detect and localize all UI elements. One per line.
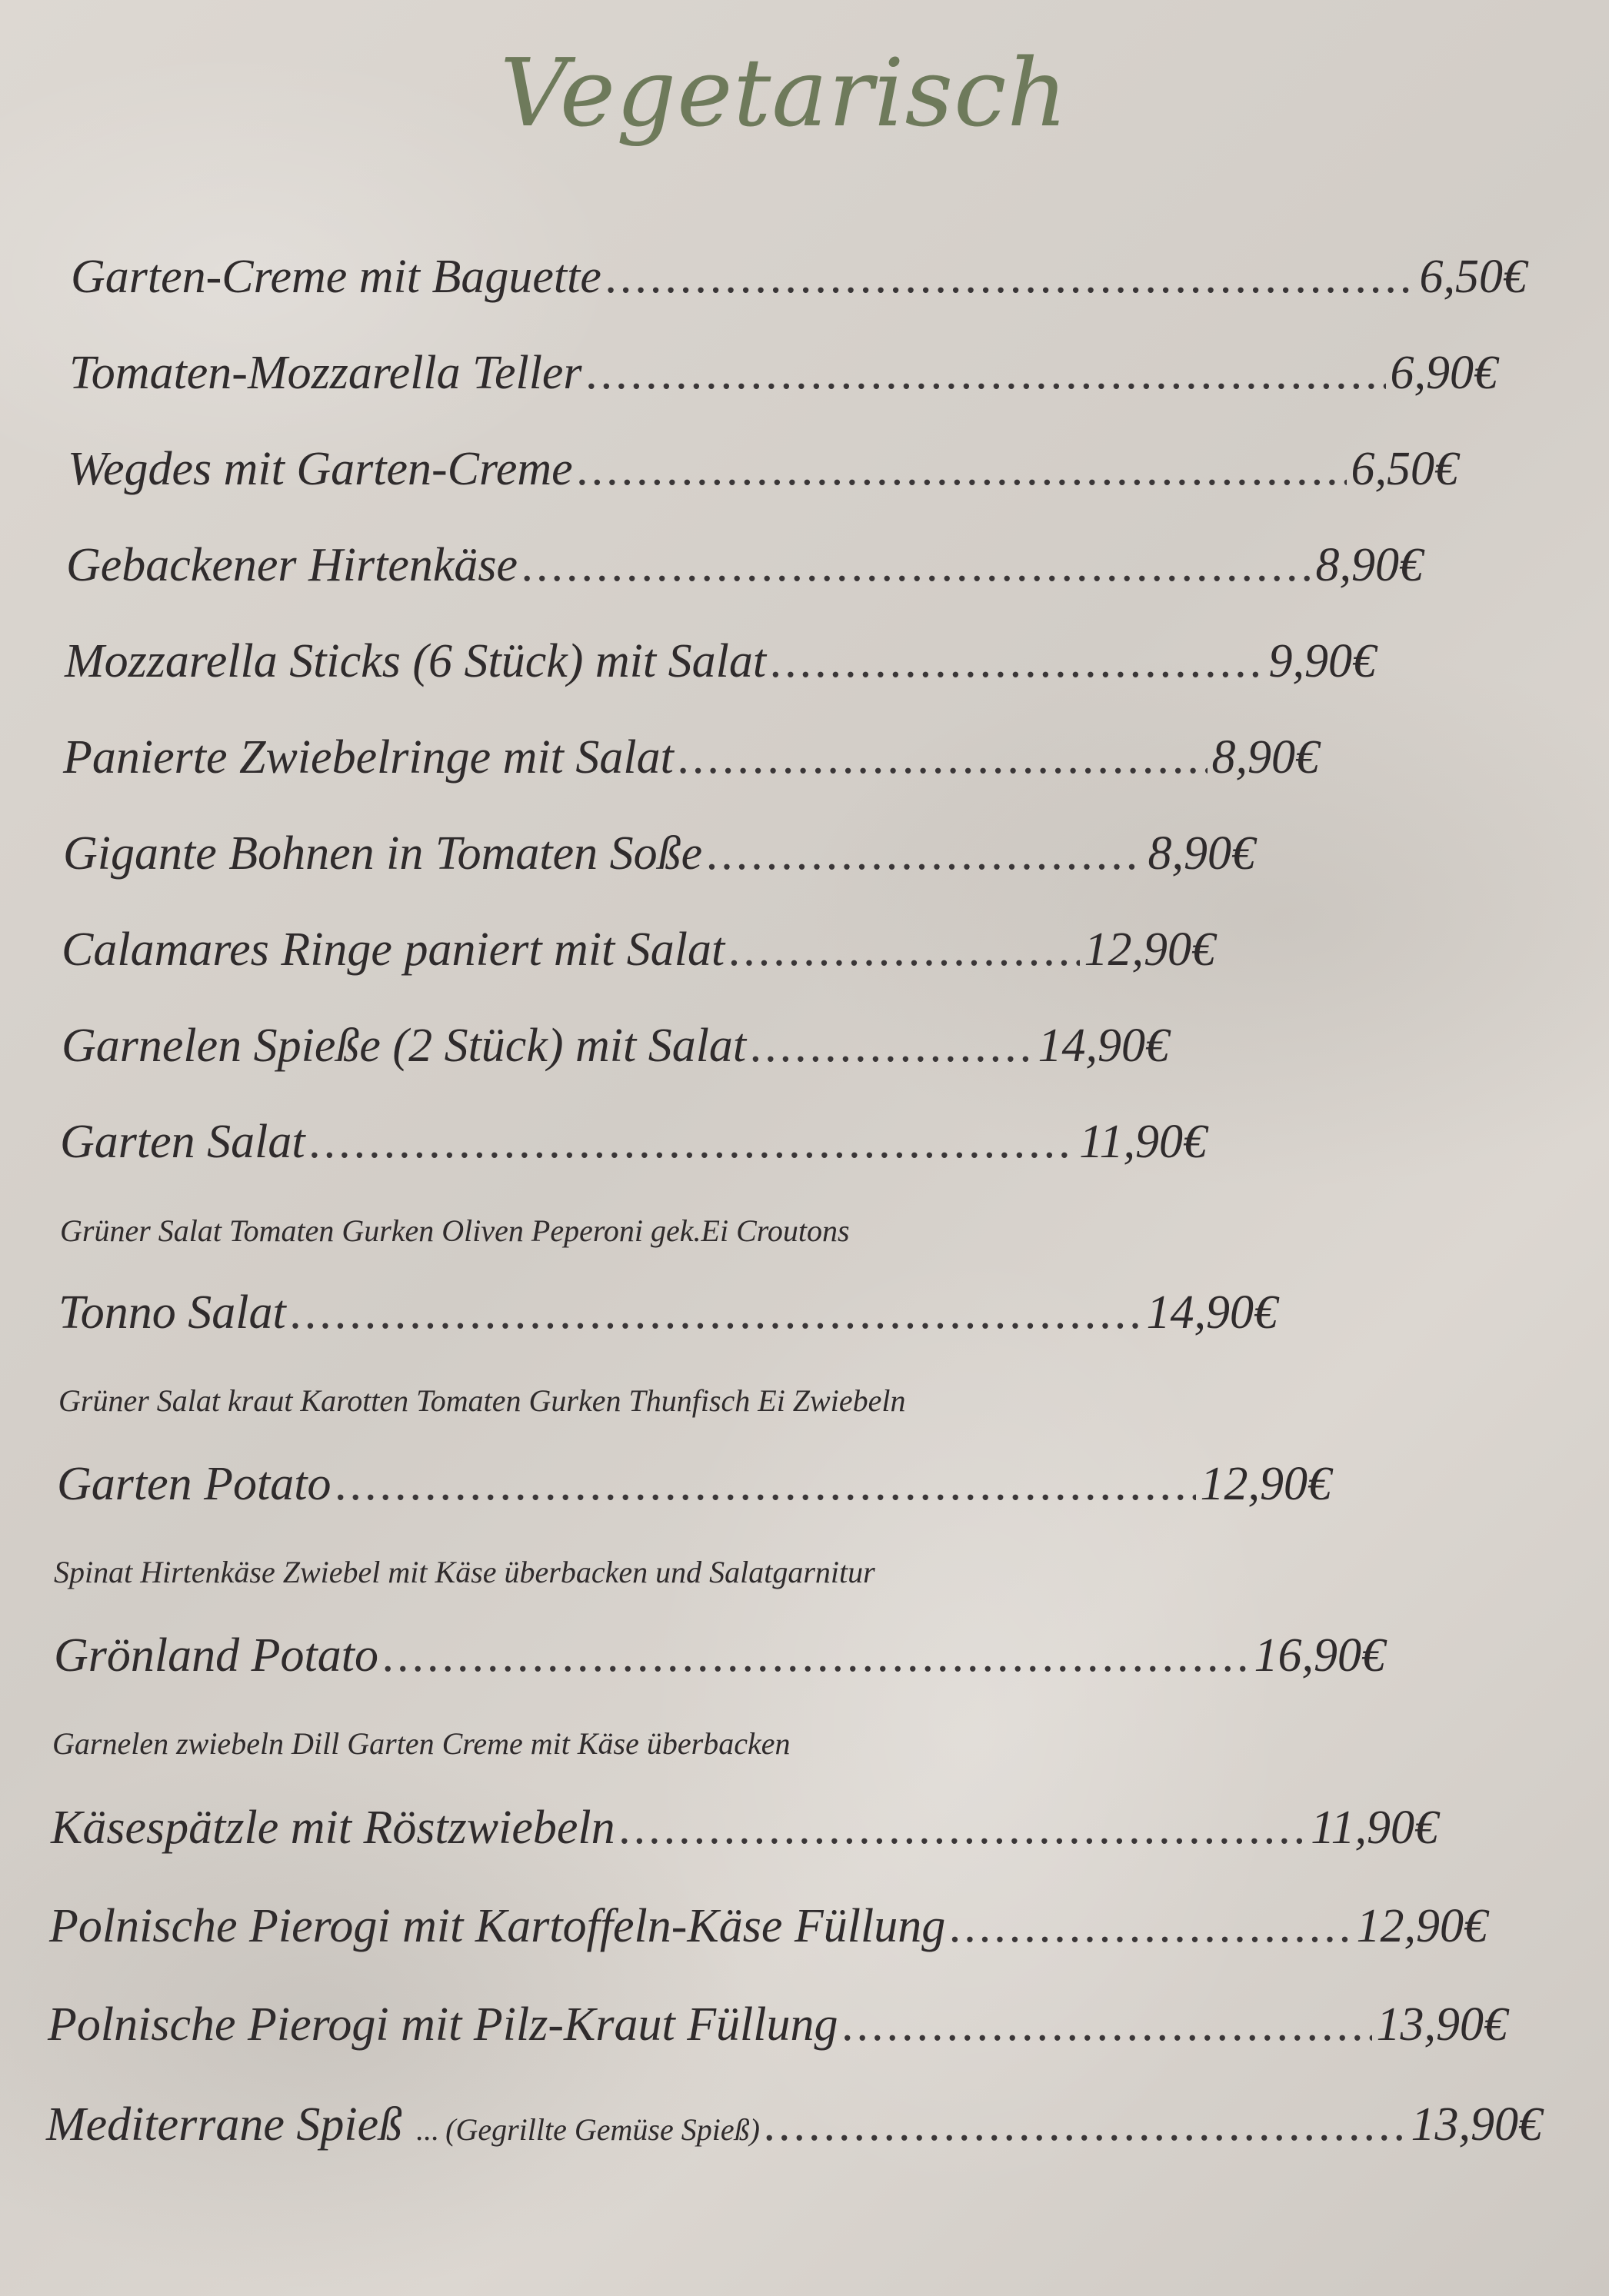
menu-item [66, 538, 1423, 593]
item-name: Gebackener Hirtenkäse [66, 539, 518, 591]
item-name: Tomaten-Mozzarella Teller [69, 347, 582, 399]
item-name: Mozzarella Sticks (6 Stück) mit Salat [65, 635, 767, 687]
item-price: 6,50€ [1351, 443, 1458, 495]
item-note: (Gegrillte Gemüse Spieß) [445, 2112, 760, 2147]
item-name: Polnische Pierogi mit Pilz-Kraut Füllung [48, 1998, 838, 2051]
menu-item [65, 634, 1376, 689]
item-name: Garnelen Spieße (2 Stück) mit Salat [62, 1020, 747, 1072]
menu-item [62, 923, 1215, 977]
menu-item [63, 730, 1319, 785]
dot-leader [771, 634, 1264, 689]
menu-item [46, 2098, 1542, 2152]
dot-leader [310, 1115, 1074, 1170]
item-price: 8,90€ [1148, 827, 1255, 880]
item-price: 14,90€ [1038, 1020, 1169, 1072]
item-name: Calamares Ringe paniert mit Salat [62, 923, 725, 976]
dot-leader [606, 250, 1415, 304]
menu-item [62, 1019, 1169, 1073]
item-name: Gigante Bohnen in Tomaten Soße [63, 827, 703, 880]
item-description: Grüner Salat kraut Karotten Tomaten Gurken Thunfisch Ei Zwiebeln [58, 1383, 906, 1418]
item-price: 8,90€ [1315, 539, 1423, 591]
menu-item [58, 1286, 1278, 1340]
item-name: Polnische Pierogi mit Kartoffeln-Käse Füllung [49, 1900, 946, 1952]
dot-leader [843, 1998, 1372, 2052]
item-price: 16,90€ [1254, 1629, 1385, 1682]
item-name: Tonno Salat [58, 1286, 286, 1339]
menu-item [60, 1115, 1207, 1170]
item-description: Grüner Salat Tomaten Gurken Oliven Peperoni gek.Ei Croutons [60, 1213, 850, 1248]
menu-item [49, 1899, 1487, 1954]
dot-leader [578, 442, 1347, 497]
item-name: Garten Salat [60, 1116, 305, 1168]
dot-leader [620, 1801, 1306, 1855]
menu-item [54, 1629, 1385, 1683]
dot-leader [335, 1457, 1195, 1512]
menu-title: Vegetarisch [500, 38, 1069, 148]
dot-leader [383, 1629, 1250, 1683]
dot-leader [291, 1286, 1142, 1340]
dot-leader [522, 538, 1311, 593]
dot-leader [678, 730, 1208, 785]
item-name: Panierte Zwiebelringe mit Salat [63, 731, 674, 784]
item-price: 11,90€ [1311, 1802, 1438, 1854]
dot-leader [587, 346, 1386, 401]
menu-item [51, 1801, 1438, 1855]
item-price: 13,90€ [1376, 1998, 1507, 2051]
item-price: 14,90€ [1146, 1286, 1278, 1339]
item-price: 11,90€ [1079, 1116, 1207, 1168]
item-price: 12,90€ [1200, 1458, 1331, 1510]
dot-leader [765, 2098, 1407, 2152]
item-price: 13,90€ [1411, 2098, 1542, 2151]
dot-leader [950, 1899, 1351, 1954]
item-name: Wegdes mit Garten-Creme [68, 443, 573, 495]
item-price: 12,90€ [1356, 1900, 1487, 1952]
item-name: Garten Potato [57, 1458, 331, 1510]
item-price: 8,90€ [1211, 731, 1319, 784]
dot-leader [707, 827, 1143, 881]
menu-item [68, 442, 1458, 497]
item-price: 9,90€ [1268, 635, 1376, 687]
item-note-prefix: ... [416, 2112, 440, 2147]
item-name: Mediterrane Spieß [46, 2098, 403, 2151]
item-name: Grönland Potato [54, 1629, 378, 1682]
item-description: Spinat Hirtenkäse Zwiebel mit Käse überbacken und Salatgarnitur [54, 1555, 875, 1589]
menu-item [71, 250, 1527, 304]
item-price: 6,50€ [1419, 251, 1527, 303]
menu-item [57, 1457, 1331, 1512]
menu-item [48, 1998, 1507, 2052]
dot-leader [751, 1019, 1033, 1073]
item-name: Käsespätzle mit Röstzwiebeln [51, 1802, 615, 1854]
dot-leader [729, 923, 1079, 977]
menu-item [63, 827, 1255, 881]
item-price: 6,90€ [1390, 347, 1497, 399]
item-name: Garten-Creme mit Baguette [71, 251, 601, 303]
item-description: Garnelen zwiebeln Dill Garten Creme mit Käse überbacken [52, 1726, 791, 1761]
menu-item [69, 346, 1497, 401]
item-price: 12,90€ [1084, 923, 1215, 976]
